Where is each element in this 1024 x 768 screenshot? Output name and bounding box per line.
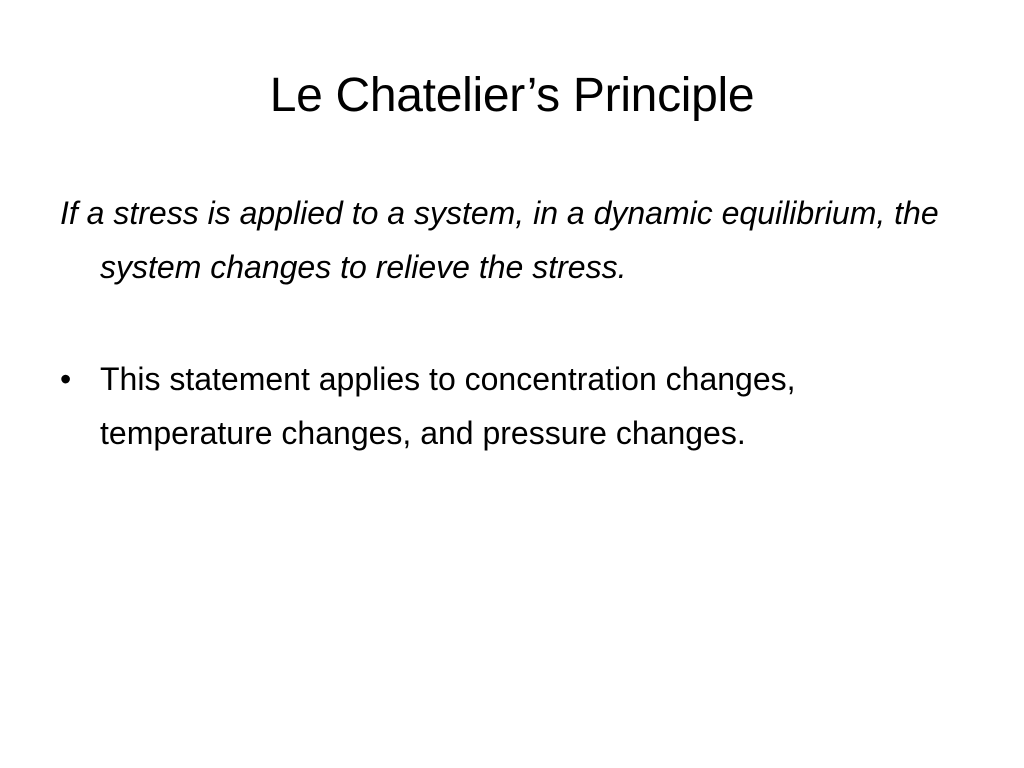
bullet-item xyxy=(60,352,960,460)
slide-title: Le Chatelier’s Principle xyxy=(269,69,755,122)
slide-body xyxy=(60,186,960,460)
bullet-marker: • xyxy=(60,361,72,397)
bullet-text: This statement applies to concentration changes, temperature changes, and pressure changes. xyxy=(100,361,796,451)
principle-definition: If a stress is applied to a system, in a dynamic equilibrium, the system changes to relieve the stress. xyxy=(60,195,939,285)
